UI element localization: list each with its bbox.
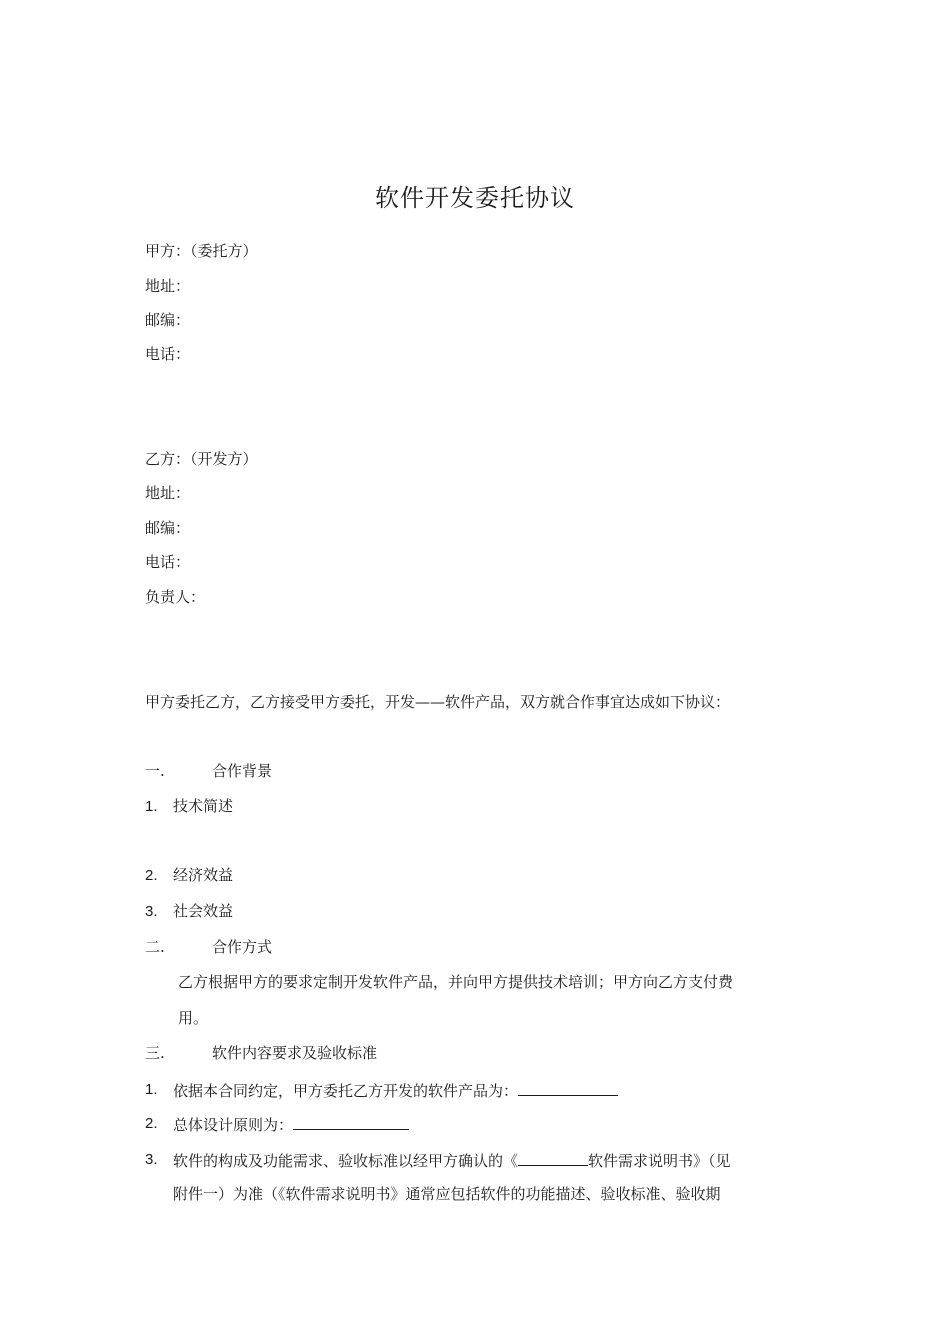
section-1-number: 一.: [145, 762, 165, 780]
section-3-item-3-text-pre: 软件的构成及功能需求、验收标准以经甲方确认的《: [173, 1152, 519, 1170]
party-b-phone: 电话：: [145, 553, 191, 571]
section-3-item-3-line-2: 附件一）为准（《软件需求说明书》通常应包括软件的功能描述、验收标准、验收期: [173, 1185, 721, 1203]
section-2-number: 二.: [145, 938, 165, 956]
section-3-item-3-number: 3.: [145, 1151, 158, 1168]
party-a-label: 甲方：（委托方）: [145, 242, 258, 260]
section-3-item-3-text-post: 软件需求说明书》（见: [588, 1152, 731, 1170]
section-2-paragraph-line-1: 乙方根据甲方的要求定制开发软件产品，并向甲方提供技术培训；甲方向乙方支付费: [178, 973, 734, 991]
party-b-person-in-charge: 负责人：: [145, 588, 206, 606]
section-1-item-2-text: 经济效益: [173, 866, 234, 884]
section-1-item-1-number: 1.: [145, 798, 158, 815]
party-a-address: 地址：: [145, 277, 191, 295]
fill-in-blank-product[interactable]: [518, 1082, 618, 1096]
section-3-item-1-label: 依据本合同约定，甲方委托乙方开发的软件产品为：: [173, 1082, 519, 1100]
party-b-address: 地址：: [145, 484, 191, 502]
section-3-item-2-label: 总体设计原则为：: [173, 1116, 294, 1134]
fill-in-blank-design-principle[interactable]: [293, 1116, 409, 1130]
party-a-phone: 电话：: [145, 345, 191, 363]
section-1-title: 合作背景: [212, 762, 273, 780]
section-2-title: 合作方式: [212, 938, 273, 956]
party-b-postcode: 邮编：: [145, 519, 191, 537]
section-1-item-3-number: 3.: [145, 903, 158, 920]
fill-in-blank-software-name[interactable]: [518, 1152, 588, 1166]
section-3-item-3-line-1: [173, 1152, 731, 1169]
section-3-item-2-text: [173, 1116, 409, 1133]
section-1-item-3-text: 社会效益: [173, 902, 234, 920]
section-3-number: 三.: [145, 1044, 165, 1062]
page-title: 软件开发委托协议: [375, 184, 575, 212]
section-3-item-2-number: 2.: [145, 1115, 158, 1132]
party-b-label: 乙方：（开发方）: [145, 450, 258, 468]
party-a-postcode: 邮编：: [145, 311, 191, 329]
section-1-item-2-number: 2.: [145, 867, 158, 884]
section-3-item-1-text: [173, 1082, 618, 1099]
section-3-item-1-number: 1.: [145, 1081, 158, 1098]
section-2-paragraph-line-2: 用。: [178, 1009, 209, 1027]
intro-paragraph: 甲方委托乙方，乙方接受甲方委托，开发——软件产品，双方就合作事宜达成如下协议：: [145, 693, 731, 711]
section-1-item-1-text: 技术简述: [173, 797, 234, 815]
section-3-title: 软件内容要求及验收标准: [212, 1044, 378, 1062]
